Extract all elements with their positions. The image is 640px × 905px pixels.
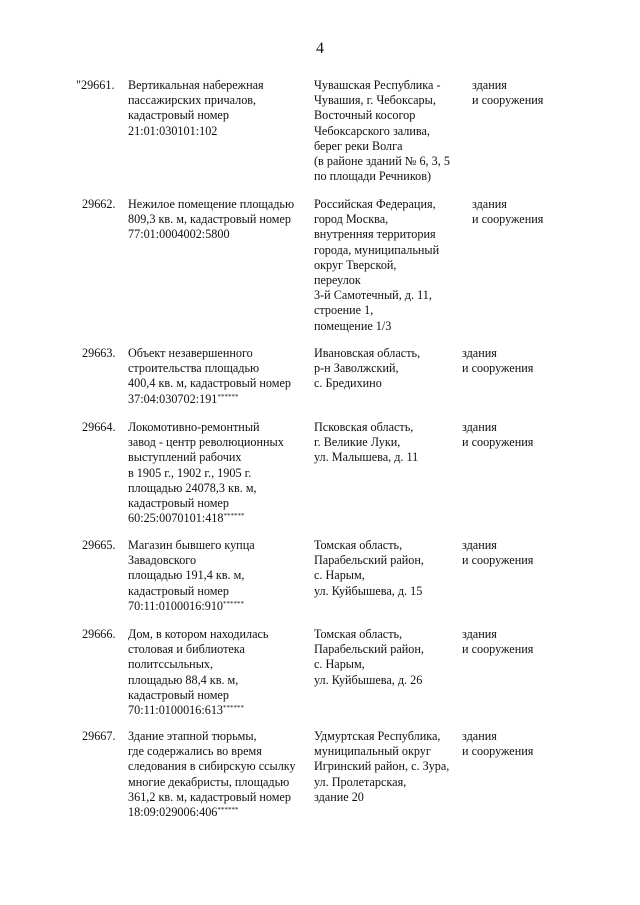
- entry-number: 29665.: [82, 538, 116, 552]
- entry-number: 29667.: [82, 729, 116, 743]
- entry-description: Дом, в котором находилась столовая и библиотека политссыльных, площадью 88,4 кв. м, кадастровый номер 70:11:0100016:613******: [128, 627, 269, 718]
- entry-category: здания и сооружения: [462, 729, 534, 759]
- entry-number: 29666.: [82, 627, 116, 641]
- entry-address: Томская область, Парабельский район, с. Нарым, ул. Куйбышева, д. 26: [314, 627, 424, 687]
- entry-address: Псковская область, г. Великие Луки, ул. Малышева, д. 11: [314, 420, 419, 465]
- page-number: 4: [316, 40, 324, 57]
- entry-address: Удмуртская Республика, муниципальный округ Игринский район, с. Зура, ул. Пролетарская, здание 20: [314, 729, 450, 804]
- entry-category: здания и сооружения: [472, 197, 544, 227]
- entry-description: Объект незавершенного строительства площадью 400,4 кв. м, кадастровый номер 37:04:030702:191******: [128, 346, 291, 406]
- entry-address: Российская Федерация, город Москва, внутренняя территория города, муниципальный округ Тверской, переулок 3-й Самотечный, д. 11, строение 1, помещение 1/3: [314, 197, 440, 333]
- entry-address: Томская область, Парабельский район, с. Нарым, ул. Куйбышева, д. 15: [314, 538, 424, 598]
- entry-category: здания и сооружения: [462, 346, 534, 376]
- entry-category: здания и сооружения: [462, 627, 534, 657]
- entry-description: Вертикальная набережная пассажирских причалов, кадастровый номер 21:01:030101:102: [128, 78, 264, 138]
- entry-category: здания и сооружения: [462, 538, 534, 568]
- entry-number: 29663.: [82, 346, 116, 360]
- entry-description: Нежилое помещение площадью 809,3 кв. м, кадастровый номер 77:01:0004002:5800: [128, 197, 295, 242]
- entry-address: Ивановская область, р-н Заволжский, с. Бредихино: [314, 346, 421, 391]
- entry-number: 29664.: [82, 420, 116, 434]
- entry-description: Магазин бывшего купца Завадовского площадью 191,4 кв. м, кадастровый номер 70:11:0100016:910******: [128, 538, 255, 613]
- entry-category: здания и сооружения: [472, 78, 544, 108]
- entry-number: "29661.: [76, 78, 115, 92]
- entry-category: здания и сооружения: [462, 420, 534, 450]
- entry-description: Здание этапной тюрьмы, где содержались во время следования в сибирскую ссылку многие декабристы, площадью 361,2 кв. м, кадастровый номер 18:09:029006:406******: [128, 729, 296, 820]
- entry-address: Чувашская Республика - Чувашия, г. Чебоксары, Восточный косогор Чебоксарского залива, берег реки Волга (в районе зданий № 6, 3, 5 по площади Речников): [314, 78, 450, 184]
- entry-description: Локомотивно-ремонтный завод - центр революционных выступлений рабочих в 1905 г., 1902 г., 1905 г. площадью 24078,3 кв. м, кадастровый номер 60:25:0070101:418******: [128, 420, 284, 526]
- entry-number: 29662.: [82, 197, 116, 211]
